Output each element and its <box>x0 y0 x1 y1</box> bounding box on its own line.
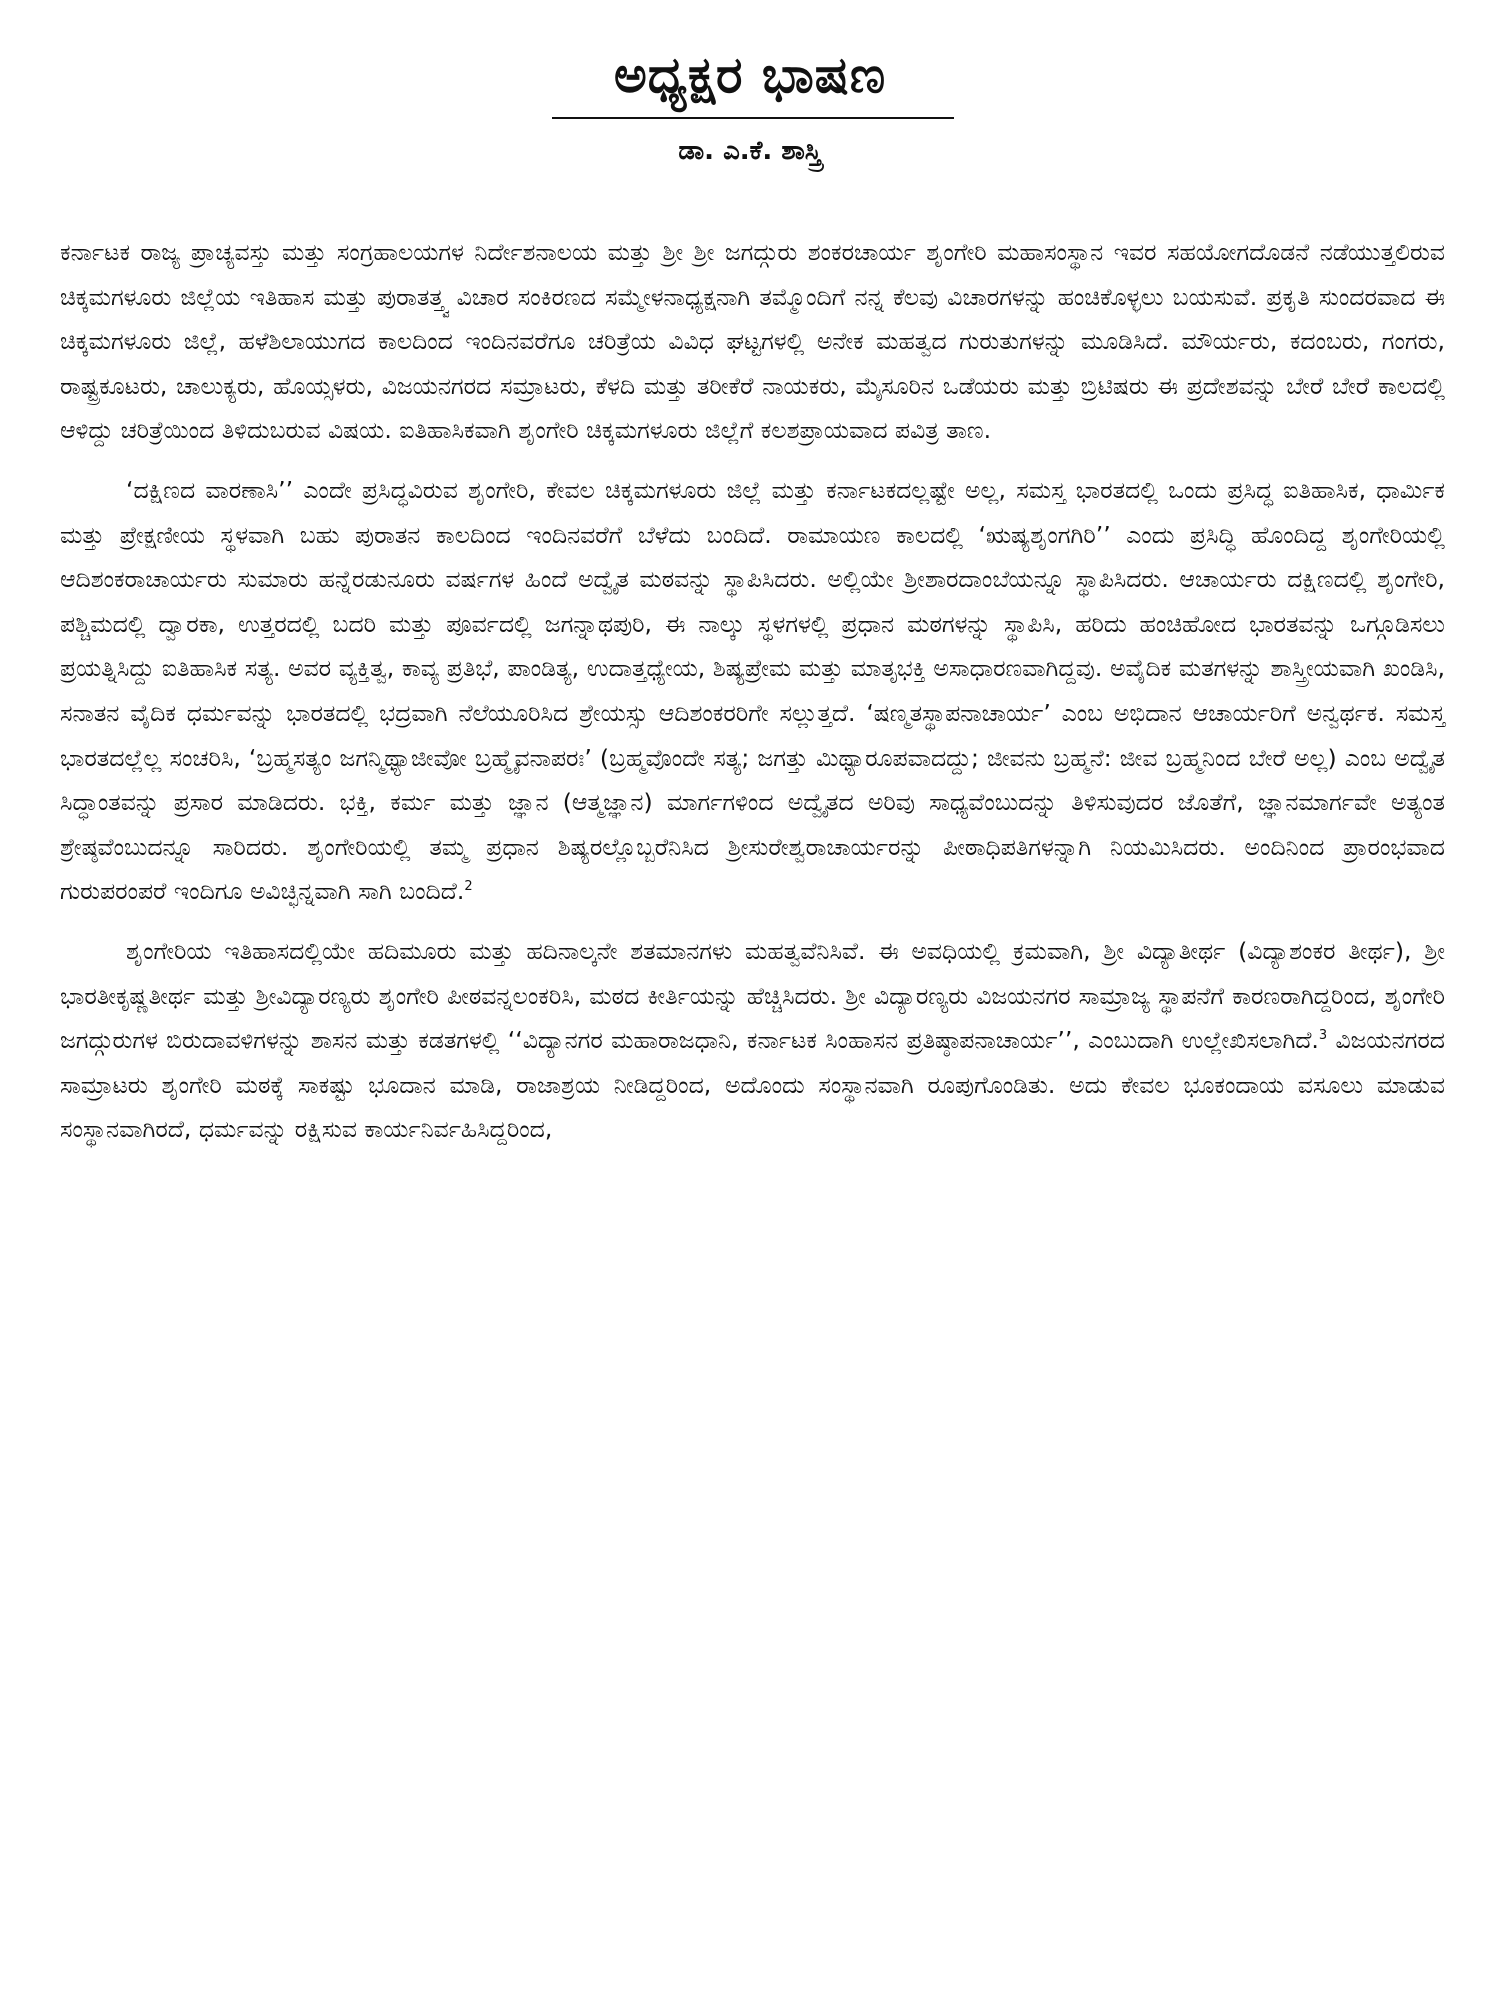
page-title: ಅಧ್ಯಕ್ಷರ ಭಾಷಣ <box>613 46 887 104</box>
footnote-marker-3: 3 <box>1318 1028 1328 1044</box>
paragraph-1-text: ಕರ್ನಾಟಕ ರಾಜ್ಯ ಪ್ರಾಚ್ಯವಸ್ತು ಮತ್ತು ಸಂಗ್ರಹಾಲಯಗಳ ನಿರ್ದೇಶನಾಲಯ ಮತ್ತು ಶ್ರೀ ಶ್ರೀ ಜಗದ್ಗುರು ಶಂಕರಚಾರ್ಯ ಶೃಂಗೇರಿ ಮಹಾಸಂಸ್ಥಾನ ಇವರ ಸಹಯೋಗದೊಡನೆ ನಡೆಯುತ್ತಲಿರುವ ಚಿಕ್ಕಮಗಳೂರು ಜಿಲ್ಲೆಯ ಇತಿಹಾಸ ಮತ್ತು ಪುರಾತತ್ತ್ವ ವಿಚಾರ ಸಂಕಿರಣದ ಸಮ್ಮೇಳನಾಧ್ಯಕ್ಷನಾಗಿ ತಮ್ಮೊಂದಿಗೆ ನನ್ನ ಕೆಲವು ವಿಚಾರಗಳನ್ನು ಹಂಚಿಕೊಳ್ಳಲು ಬಯಸುವೆ. ಪ್ರಕೃತಿ ಸುಂದರವಾದ ಈ ಚಿಕ್ಕಮಗಳೂರು ಜಿಲ್ಲೆ, ಹಳೆಶಿಲಾಯುಗದ ಕಾಲದಿಂದ ಇಂದಿನವರೆಗೂ ಚರಿತ್ರೆಯ ವಿವಿಧ ಘಟ್ಟಗಳಲ್ಲಿ ಅನೇಕ ಮಹತ್ವದ ಗುರುತುಗಳನ್ನು ಮೂಡಿಸಿದೆ. ಮೌರ್ಯರು, ಕದಂಬರು, ಗಂಗರು, ರಾಷ್ಟ್ರಕೂಟರು, ಚಾಲುಕ್ಯರು, ಹೊಯ್ಸಳರು, ವಿಜಯನಗರದ ಸಮ್ರಾಟರು, ಕೆಳದಿ ಮತ್ತು ತರೀಕೆರೆ ನಾಯಕರು, ಮೈಸೂರಿನ ಒಡೆಯರು ಮತ್ತು ಬ್ರಿಟಿಷರು ಈ ಪ್ರದೇಶವನ್ನು ಬೇರೆ ಬೇರೆ ಕಾಲದಲ್ಲಿ ಆಳಿದ್ದು ಚರಿತ್ರೆಯಿಂದ ತಿಳಿದುಬರುವ ವಿಷಯ. ಐತಿಹಾಸಿಕವಾಗಿ ಶೃಂಗೇರಿ ಚಿಕ್ಕಮಗಳೂರು ಜಿಲ್ಲೆಗೆ ಕಲಶಪ್ರಾಯವಾದ ಪವಿತ್ರ ತಾಣ. <box>60 238 1445 445</box>
paragraph-1 <box>60 230 1445 453</box>
body-text <box>60 230 1445 1167</box>
paragraph-2 <box>60 468 1445 914</box>
footnote-marker-2: 2 <box>464 879 473 895</box>
paragraph-2-text: ‘ದಕ್ಷಿಣದ ವಾರಣಾಸಿ’’ ಎಂದೇ ಪ್ರಸಿದ್ಧವಿರುವ ಶೃಂಗೇರಿ, ಕೇವಲ ಚಿಕ್ಕಮಗಳೂರು ಜಿಲ್ಲೆ ಮತ್ತು ಕರ್ನಾಟಕದಲ್ಲಷ್ಟೇ ಅಲ್ಲ, ಸಮಸ್ತ ಭಾರತದಲ್ಲಿ ಒಂದು ಪ್ರಸಿದ್ಧ ಐತಿಹಾಸಿಕ, ಧಾರ್ಮಿಕ ಮತ್ತು ಪ್ರೇಕ್ಷಣೀಯ ಸ್ಥಳವಾಗಿ ಬಹು ಪುರಾತನ ಕಾಲದಿಂದ ಇಂದಿನವರೆಗೆ ಬೆಳೆದು ಬಂದಿದೆ. ರಾಮಾಯಣ ಕಾಲದಲ್ಲಿ ‘ಋಷ್ಯಶೃಂಗಗಿರಿ’’ ಎಂದು ಪ್ರಸಿದ್ಧಿ ಹೊಂದಿದ್ದ ಶೃಂಗೇರಿಯಲ್ಲಿ ಆದಿಶಂಕರಾಚಾರ್ಯರು ಸುಮಾರು ಹನ್ನೆರಡುನೂರು ವರ್ಷಗಳ ಹಿಂದೆ ಅದ್ವೈತ ಮಠವನ್ನು ಸ್ಥಾಪಿಸಿದರು. ಅಲ್ಲಿಯೇ ಶ್ರೀಶಾರದಾಂಬೆಯನ್ನೂ ಸ್ಥಾಪಿಸಿದರು. ಆಚಾರ್ಯರು ದಕ್ಷಿಣದಲ್ಲಿ ಶೃಂಗೇರಿ, ಪಶ್ಚಿಮದಲ್ಲಿ ದ್ವಾರಕಾ, ಉತ್ತರದಲ್ಲಿ ಬದರಿ ಮತ್ತು ಪೂರ್ವದಲ್ಲಿ ಜಗನ್ನಾಥಪುರಿ, ಈ ನಾಲ್ಕು ಸ್ಥಳಗಳಲ್ಲಿ ಪ್ರಧಾನ ಮಠಗಳನ್ನು ಸ್ಥಾಪಿಸಿ, ಹರಿದು ಹಂಚಿಹೋದ ಭಾರತವನ್ನು ಒಗ್ಗೂಡಿಸಲು ಪ್ರಯತ್ನಿಸಿದ್ದು ಐತಿಹಾಸಿಕ ಸತ್ಯ. ಅವರ ವ್ಯಕ್ತಿತ್ವ, ಕಾವ್ಯ ಪ್ರತಿಭೆ, ಪಾಂಡಿತ್ಯ, ಉದಾತ್ತಧ್ಯೇಯ, ಶಿಷ್ಯಪ್ರೇಮ ಮತ್ತು ಮಾತೃಭಕ್ತಿ ಅಸಾಧಾರಣವಾಗಿದ್ದವು. ಅವೈದಿಕ ಮತಗಳನ್ನು ಶಾಸ್ತ್ರೀಯವಾಗಿ ಖಂಡಿಸಿ, ಸನಾತನ ವೈದಿಕ ಧರ್ಮವನ್ನು ಭಾರತದಲ್ಲಿ ಭದ್ರವಾಗಿ ನೆಲೆಯೂರಿಸಿದ ಶ್ರೇಯಸ್ಸು ಆದಿಶಂಕರರಿಗೇ ಸಲ್ಲುತ್ತದೆ. ‘ಷಣ್ಮತಸ್ಥಾಪನಾಚಾರ್ಯ’ ಎಂಬ ಅಭಿದಾನ ಆಚಾರ್ಯರಿಗೆ ಅನ್ವರ್ಥಕ. ಸಮಸ್ತ ಭಾರತದಲ್ಲೆಲ್ಲ ಸಂಚರಿಸಿ, ‘ಬ್ರಹ್ಮಸತ್ಯಂ ಜಗನ್ಮಿಥ್ಯಾಜೀವೋ ಬ್ರಹ್ಮೈವನಾಪರಃ’ (ಬ್ರಹ್ಮವೊಂದೇ ಸತ್ಯ; ಜಗತ್ತು ಮಿಥ್ಯಾರೂಪವಾದದ್ದು; ಜೀವನು ಬ್ರಹ್ಮನೆ: ಜೀವ ಬ್ರಹ್ಮನಿಂದ ಬೇರೆ ಅಲ್ಲ) ಎಂಬ ಅದ್ವೈತ ಸಿದ್ಧಾಂತವನ್ನು ಪ್ರಸಾರ ಮಾಡಿದರು. ಭಕ್ತಿ, ಕರ್ಮ ಮತ್ತು ಜ್ಞಾನ (ಆತ್ಮಜ್ಞಾನ) ಮಾರ್ಗಗಳಿಂದ ಅದ್ವೈತದ ಅರಿವು ಸಾಧ್ಯವೆಂಬುದನ್ನು ತಿಳಿಸುವುದರ ಜೊತೆಗೆ, ಜ್ಞಾನಮಾರ್ಗವೇ ಅತ್ಯಂತ ಶ್ರೇಷ್ಠವೆಂಬುದನ್ನೂ ಸಾರಿದರು. ಶೃಂಗೇರಿಯಲ್ಲಿ ತಮ್ಮ ಪ್ರಧಾನ ಶಿಷ್ಯರಲ್ಲೊಬ್ಬರೆನಿಸಿದ ಶ್ರೀಸುರೇಶ್ವರಾಚಾರ್ಯರನ್ನು ಪೀಠಾಧಿಪತಿಗಳನ್ನಾಗಿ ನಿಯಮಿಸಿದರು. ಅಂದಿನಿಂದ ಪ್ರಾರಂಭವಾದ ಗುರುಪರಂಪರೆ ಇಂದಿಗೂ ಅವಿಚ್ಛಿನ್ನವಾಗಿ ಸಾಗಿ ಬಂದಿದೆ. <box>60 475 1445 906</box>
paragraph-3-text: ಶೃಂಗೇರಿಯ ಇತಿಹಾಸದಲ್ಲಿಯೇ ಹದಿಮೂರು ಮತ್ತು ಹದಿನಾಲ್ಕನೇ ಶತಮಾನಗಳು ಮಹತ್ವವೆನಿಸಿವೆ. ಈ ಅವಧಿಯಲ್ಲಿ ಕ್ರಮವಾಗಿ, ಶ್ರೀ ವಿದ್ಯಾತೀರ್ಥ (ವಿದ್ಯಾಶಂಕರ ತೀರ್ಥ), ಶ್ರೀ ಭಾರತೀಕೃಷ್ಣತೀರ್ಥ ಮತ್ತು ಶ್ರೀವಿದ್ಯಾರಣ್ಯರು ಶೃಂಗೇರಿ ಪೀಠವನ್ನಲಂಕರಿಸಿ, ಮಠದ ಕೀರ್ತಿಯನ್ನು ಹೆಚ್ಚಿಸಿದರು. ಶ್ರೀ ವಿದ್ಯಾರಣ್ಯರು ವಿಜಯನಗರ ಸಾಮ್ರಾಜ್ಯ ಸ್ಥಾಪನೆಗೆ ಕಾರಣರಾಗಿದ್ದರಿಂದ, ಶೃಂಗೇರಿ ಜಗದ್ಗುರುಗಳ ಬಿರುದಾವಳಿಗಳನ್ನು ಶಾಸನ ಮತ್ತು ಕಡತಗಳಲ್ಲಿ ‘‘ವಿದ್ಯಾನಗರ ಮಹಾರಾಜಧಾನಿ, ಕರ್ನಾಟಕ ಸಿಂಹಾಸನ ಪ್ರತಿಷ್ಠಾಪನಾಚಾರ್ಯ’’, ಎಂಬುದಾಗಿ ಉಲ್ಲೇಖಿಸಲಾಗಿದೆ. <box>60 936 1445 1055</box>
paragraph-3-continuation: ವಿಜಯನಗರದ ಸಾಮ್ರಾಟರು ಶೃಂಗೇರಿ ಮಠಕ್ಕೆ ಸಾಕಷ್ಟು ಭೂದಾನ ಮಾಡಿ, ರಾಜಾಶ್ರಯ ನೀಡಿದ್ದರಿಂದ, ಅದೊಂದು ಸಂಸ್ಥಾನವಾಗಿ ರೂಪುಗೊಂಡಿತು. ಅದು ಕೇವಲ ಭೂಕಂದಾಯ ವಸೂಲು ಮಾಡುವ ಸಂಸ್ಥಾನವಾಗಿರದೆ, ಧರ್ಮವನ್ನು ರಕ್ಷಿಸುವ ಕಾರ್ಯನಿರ್ವಹಿಸಿದ್ದರಿಂದ, <box>60 1026 1445 1144</box>
author-byline: ಡಾ. ಎ.ಕೆ. ಶಾಸ್ತ್ರಿ <box>678 136 822 166</box>
title-underline <box>552 117 954 119</box>
paragraph-3 <box>60 929 1445 1152</box>
